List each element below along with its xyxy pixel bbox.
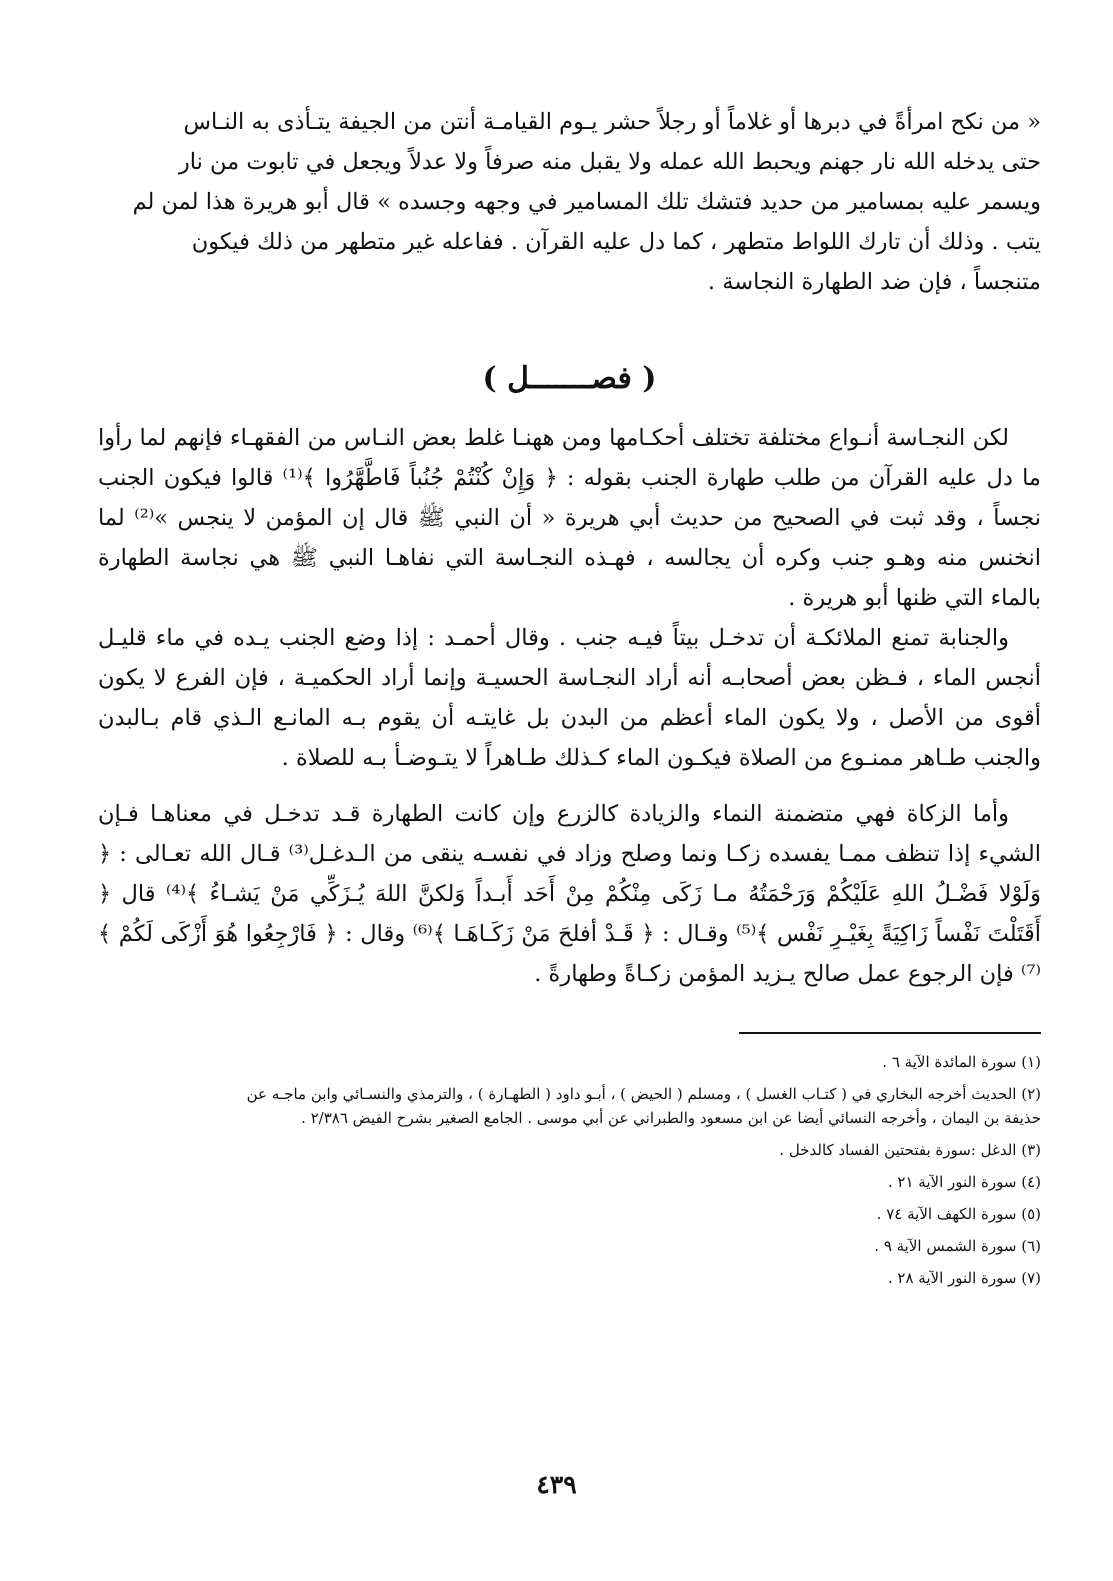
- text-line: ويسمر عليه بمسامير من حديد فتشك تلك المسامير في وجهه وجسده » قال أبو هريرة هذا لمن لم: [132, 189, 1041, 215]
- footnote-2-continued: حذيفة بن اليمان ، وأخرجه النسائي أيضا عن ابن مسعود والطبراني عن أبي موسى . الجامع الصغير بشرح الفيض ٢/٣٨٦ .: [301, 1109, 1041, 1127]
- footnote-4: (٤) سورة النور الآية ٢١ .: [887, 1173, 1041, 1191]
- footnote-5: (٥) سورة الكهف الآية ٧٤ .: [876, 1205, 1041, 1223]
- footnote-separator: [739, 1032, 1041, 1034]
- text-line: يتب . وذلك أن تارك اللواط متطهر ، كما دل عليه القرآن . ففاعله غير متطهر من ذلك فيكون: [191, 229, 1041, 255]
- paragraph-impurity-types: لكن النجـاسة أنـواع مختلفة تختلف أحكـامها ومن ههنـا غلط بعض النـاس من الفقهـاء فإنهم لما رأوا ما دل عليه القرآن من طلب طهارة الجنب بقوله : ﴿ وَإِنْ كُنْتُمْ جُنُباً فَاطَّهَّرُوا ﴾⁽¹⁾ قالوا فيكون الجنب نجساً ، وقد ثبت في الصحيح من حديث أبي هريرة « أن النبي ﷺ قال إن المؤمن لا ينجس »⁽²⁾ لما انخنس منه وهـو جنب وكره أن يجالسه ، فهـذه النجـاسة التي نفاهـا النبي ﷺ هي نجاسة الطهارة بالماء التي ظنها أبو هريرة .: [98, 425, 1041, 611]
- text-line: حتى يدخله الله نار جهنم ويحبط الله عمله ولا يقبل منه صرفاً ولا عدلاً ويجعل في تابوت من نار: [178, 149, 1041, 175]
- footnote-2: (٢) الحديث أخرجه البخاري في ( كتـاب الغسل ) ، ومسلم ( الحيض ) ، أبـو داود ( الطهـارة ) ، والترمذي والنسـائي وابن ماجـه عن: [246, 1085, 1041, 1103]
- section-heading: ( فصـــــــل ): [482, 361, 657, 396]
- footnote-7: (٧) سورة النور الآية ٢٨ .: [887, 1269, 1041, 1287]
- footnote-1: (١) سورة المائدة الآية ٦ .: [882, 1053, 1041, 1071]
- text-line: متنجساً ، فإن ضد الطهارة النجاسة .: [707, 269, 1041, 295]
- footnote-3: (٣) الدغل :سورة بفتحتين الفساد كالدخل .: [779, 1141, 1041, 1159]
- page-number: ٤٣٩: [536, 1470, 577, 1499]
- footnotes: [98, 1050, 1041, 1290]
- opening-paragraph: [98, 102, 1041, 302]
- paragraph-gap: [98, 778, 1041, 794]
- footnote-6: (٦) سورة الشمس الآية ٩ .: [874, 1237, 1041, 1255]
- paragraph-zakat: وأما الزكاة فهي متضمنة النماء والزيادة كالزرع وإن كانت الطهارة قـد تدخـل في معناهـا فـإن الشيء إذا تنظف ممـا يفسده زكـا ونما وصلح وزاد في نفسـه ينقى من الـدغـل⁽³⁾ قـال الله تعـالى : ﴿ وَلَوْلا فَضْـلُ اللهِ عَلَيْكُمْ وَرَحْمَتُهُ مـا زَكَى مِنْكُمْ مِنْ أَحَد أَبـداً وَلكنَّ اللهَ يُـزَكِّي مَنْ يَشـاءُ ﴾⁽⁴⁾ قال ﴿ أَقَتَلْتَ نَفْساً زَاكِيَةً بِغَيْـرِ نَفْس ﴾⁽⁵⁾ وقـال : ﴿ قَـدْ أفلحَ مَنْ زَكَـاهَـا ﴾⁽⁶⁾ وقال : ﴿ فَارْجِعُوا هُوَ أَزْكَى لَكُمْ ﴾⁽⁷⁾ فإن الرجوع عمل صالح يـزيد المؤمن زكـاةً وطهارةً .: [98, 801, 1041, 987]
- section-body: [98, 418, 1041, 994]
- text-line: « من نكح امرأةً في دبرها أو غلاماً أو رجلاً حشر يـوم القيامـة أنتن من الجيفة يتـأذى به النـاس: [183, 109, 1041, 135]
- paragraph-janabah: والجنابة تمنع الملائكـة أن تدخـل بيتاً فيـه جنب . وقال أحمـد : إذا وضع الجنب يـده في ماء قليـل أنجس الماء ، فـظن بعض أصحابـه أنه أراد النجـاسة الحسيـة وإنما أراد الحكميـة ، فإن الفرع لا يكون أقوى من الأصل ، ولا يكون الماء أعظم من البدن بل غايتـه أن يقوم بـه المانـع الـذي قام بـالبدن والجنب طـاهر ممنـوع من الصلاة فيكـون الماء كـذلك طـاهراً لا يتـوضـأ بـه للصلاة .: [98, 625, 1041, 771]
- footnote-separator-wrap: [98, 994, 1041, 1050]
